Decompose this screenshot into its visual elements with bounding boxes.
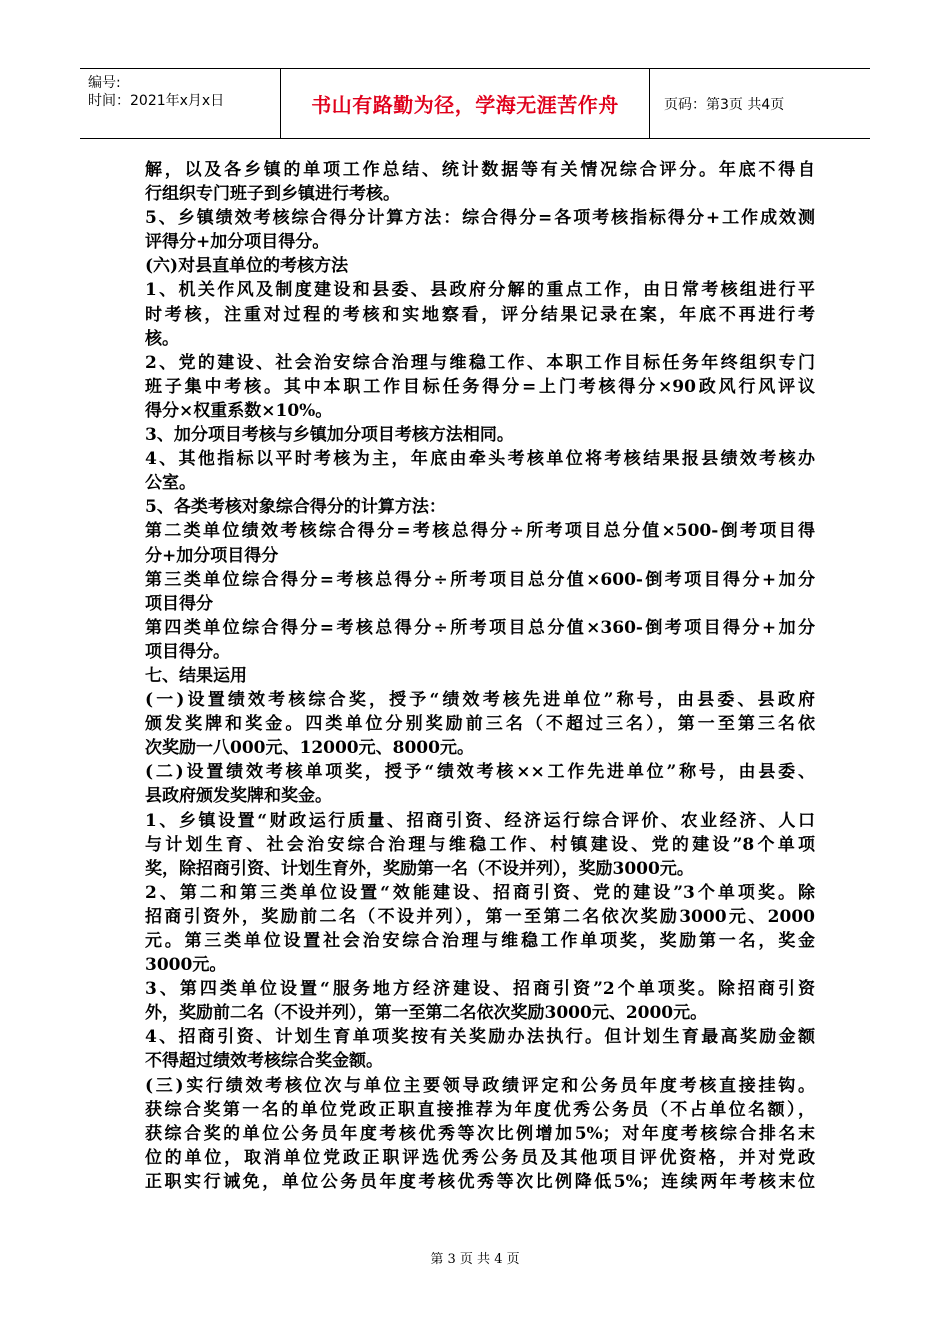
body-text-line: 班子集中考核。其中本职工作目标任务得分=上门考核得分×90政风行风评议 [145, 376, 815, 397]
body-text-line: 得分×权重系数×10%。 [145, 400, 333, 421]
body-text-line: 5、各类考核对象综合得分的计算方法： [145, 497, 446, 518]
body-text-line: 招商引资外，奖励前二名（不设并列），第一至第二名依次奖励3000元、2000 [145, 906, 815, 927]
body-text-line: 1、乡镇设置“财政运行质量、招商引资、经济运行综合评价、农业经济、人口 [145, 810, 815, 831]
body-text-line: 核。 [145, 328, 179, 349]
header-meta-cell [80, 69, 281, 138]
body-text-line: 行组织专门班子到乡镇进行考核。 [145, 184, 400, 205]
body-text-line: 3、第四类单位设置“服务地方经济建设、招商引资”2个单项奖。除招商引资 [145, 979, 815, 1000]
body-text-line: 元。第三类单位设置社会治安综合治理与维稳工作单项奖，奖励第一名，奖金 [145, 931, 815, 951]
body-text-line: 3、加分项目考核与乡镇加分项目考核方法相同。 [145, 425, 514, 446]
body-text-line: (六)对县直单位的考核方法 [145, 256, 349, 277]
header-motto-cell [281, 69, 650, 138]
body-text-line: 第二类单位绩效考核综合得分=考核总得分÷所考项目总分值×500-倒考项目得 [145, 521, 815, 542]
body-text-line: (三)实行绩效考核位次与单位主要领导政绩评定和公务员年度考核直接挂钩。 [145, 1075, 815, 1096]
header-page-number: 页码：第3页 共4页 [664, 96, 785, 113]
body-text-line: 外，奖励前二名（不设并列），第一至第二名依次奖励3000元、2000元。 [145, 1003, 708, 1024]
body-text-line: 分+加分项目得分 [145, 545, 279, 566]
body-text-line: 5、乡镇绩效考核综合得分计算方法：综合得分=各项考核指标得分+工作成效测 [145, 208, 815, 229]
body-text-line: 获综合奖的单位公务员年度考核优秀等次比例增加5%；对年度考核综合排名末 [145, 1123, 815, 1144]
body-text-line: 4、其他指标以平时考核为主，年底由牵头考核单位将考核结果报县绩效考核办 [145, 449, 815, 470]
body-text-line: 1、机关作风及制度建设和县委、县政府分解的重点工作，由日常考核组进行平 [145, 280, 815, 301]
body-text-line: 县政府颁发奖牌和奖金。 [145, 786, 332, 807]
page-header [80, 68, 870, 139]
body-text-line: 项目得分 [145, 593, 213, 614]
body-text-line: 次奖励一八000元、12000元、8000元。 [145, 738, 474, 759]
page-footer: 第 3 页 共 4 页 [430, 1252, 520, 1267]
body-text-line: 不得超过绩效考核综合奖金额。 [145, 1051, 383, 1072]
body-text-line: 位的单位，取消单位党政正职评选优秀公务员及其他项目评优资格，并对党政 [145, 1147, 815, 1168]
document-date-label: 时间：2021年x月x日 [88, 93, 225, 109]
header-motto: 书山有路勤为径，学海无涯苦作舟 [311, 93, 619, 117]
body-text-line: 2、党的建设、社会治安综合治理与维稳工作、本职工作目标任务年终组织专门 [145, 352, 815, 373]
document-body [145, 158, 815, 1194]
body-text-line: 第四类单位综合得分=考核总得分÷所考项目总分值×360-倒考项目得分+加分 [145, 617, 815, 638]
body-text-line: 第三类单位综合得分=考核总得分÷所考项目总分值×600-倒考项目得分+加分 [145, 569, 815, 590]
document-number-label: 编号: [88, 75, 121, 91]
body-text-line: (二)设置绩效考核单项奖，授予“绩效考核××工作先进单位”称号，由县委、 [145, 762, 815, 783]
body-text-line: 获综合奖第一名的单位党政正职直接推荐为年度优秀公务员（不占单位名额）， [145, 1099, 815, 1120]
body-text-line: 项目得分。 [145, 641, 230, 662]
body-text-line: 时考核，注重对过程的考核和实地察看，评分结果记录在案，年底不再进行考 [145, 304, 815, 325]
body-text-line: 4、招商引资、计划生育单项奖按有关奖励办法执行。但计划生育最高奖励金额 [145, 1027, 815, 1048]
body-text-line: 3000元。 [145, 955, 227, 976]
body-text-line: 奖，除招商引资、计划生育外，奖励第一名（不设并列），奖励3000元。 [145, 858, 694, 879]
body-text-line: 七、结果运用 [145, 665, 247, 686]
header-page-cell [650, 69, 870, 138]
body-text-line: 2、第二和第三类单位设置“效能建设、招商引资、党的建设”3个单项奖。除 [145, 882, 815, 903]
body-text-line: (一)设置绩效考核综合奖，授予“绩效考核先进单位”称号，由县委、县政府 [145, 690, 815, 711]
body-text-line: 颁发奖牌和奖金。四类单位分别奖励前三名（不超过三名），第一至第三名依 [145, 714, 815, 735]
body-text-line: 解，以及各乡镇的单项工作总结、统计数据等有关情况综合评分。年底不得自 [145, 160, 815, 180]
body-text-line: 公室。 [145, 473, 196, 494]
body-text-line: 与计划生育、社会治安综合治理与维稳工作、村镇建设、党的建设”8个单项 [145, 834, 815, 855]
body-text-line: 评得分+加分项目得分。 [145, 232, 330, 253]
body-text-line: 正职实行诫免，单位公务员年度考核优秀等次比例降低5%；连续两年考核末位 [145, 1171, 815, 1192]
